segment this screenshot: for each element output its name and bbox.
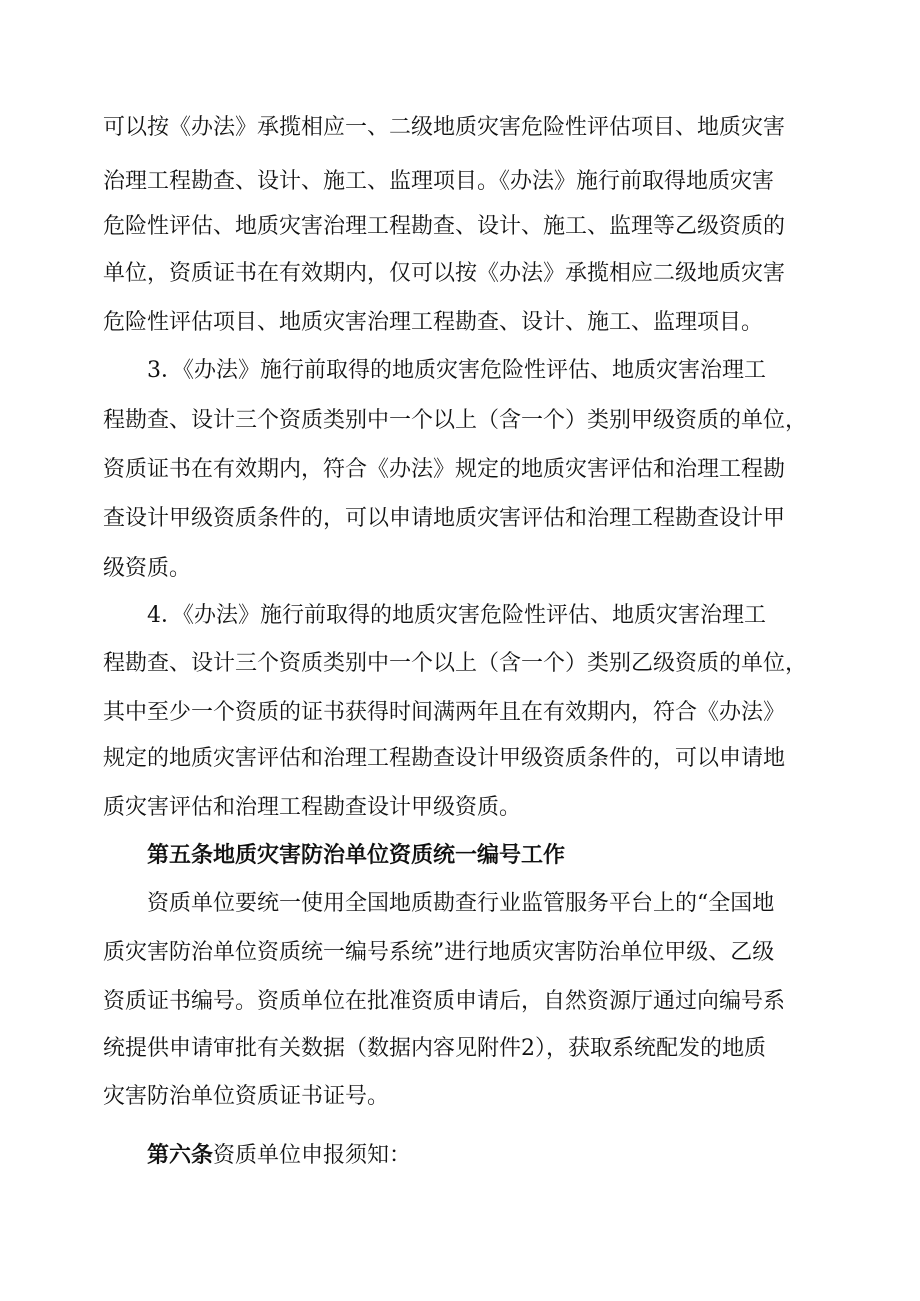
item-4-line-1: 4．《办法》施行前取得的地质灾害危险性评估、地质灾害治理工 <box>147 603 766 628</box>
article-5-line-2: 质灾害防治单位资质统一编号系统”进行地质灾害防治单位甲级、乙级 <box>103 940 775 965</box>
article-5-heading: 第五条地质灾害防治单位资质统一编号工作 <box>147 843 566 868</box>
article-5-line-1: 资质单位要统一使用全国地质勘查行业监管服务平台上的“全国地 <box>147 891 775 916</box>
article-5-line-5: 灾害防治单位资质证书证号。 <box>103 1084 390 1109</box>
item-3-line-3: 资质证书在有效期内，符合《办法》规定的地质灾害评估和治理工程勘 <box>103 457 786 482</box>
paragraph-1-line-3: 危险性评估、地质灾害治理工程勘查、设计、施工、监理等乙级资质的 <box>103 214 786 239</box>
paragraph-1-line-1: 可以按《办法》承揽相应一、二级地质灾害危险性评估项目、地质灾害 <box>103 115 786 140</box>
article-6-heading: 第六条 <box>147 1143 214 1168</box>
item-3-line-2: 程勘查、设计三个资质类别中一个以上（含一个）类别甲级资质的单位， <box>103 408 808 433</box>
article-6-line <box>147 1140 877 1172</box>
item-4-line-3: 其中至少一个资质的证书获得时间满两年且在有效期内，符合《办法》 <box>103 700 786 725</box>
item-4-line-5: 质灾害评估和治理工程勘查设计甲级资质。 <box>103 795 522 820</box>
item-4-line-2: 程勘查、设计三个资质类别中一个以上（含一个）类别乙级资质的单位， <box>103 651 808 676</box>
paragraph-1-line-5: 危险性评估项目、地质灾害治理工程勘查、设计、施工、监理项目。 <box>103 310 764 335</box>
item-4-line-4: 规定的地质灾害评估和治理工程勘查设计甲级资质条件的，可以申请地 <box>103 746 786 771</box>
article-5-line-4: 统提供申请审批有关数据（数据内容见附件2），获取系统配发的地质 <box>103 1036 766 1061</box>
article-5-line-3: 资质证书编号。资质单位在批准资质申请后，自然资源厅通过向编号系 <box>103 989 786 1014</box>
paragraph-1-line-2: 治理工程勘查、设计、施工、监理项目。《办法》施行前取得地质灾害 <box>103 169 775 194</box>
paragraph-1-line-4: 单位，资质证书在有效期内，仅可以按《办法》承揽相应二级地质灾害 <box>103 261 786 286</box>
item-3-line-1: 3．《办法》施行前取得的地质灾害危险性评估、地质灾害治理工 <box>147 358 766 383</box>
article-6-text: 资质单位申报须知： <box>213 1143 412 1168</box>
item-3-line-5: 级资质。 <box>103 556 192 581</box>
item-3-line-4: 查设计甲级资质条件的，可以申请地质灾害评估和治理工程勘查设计甲 <box>103 506 786 531</box>
